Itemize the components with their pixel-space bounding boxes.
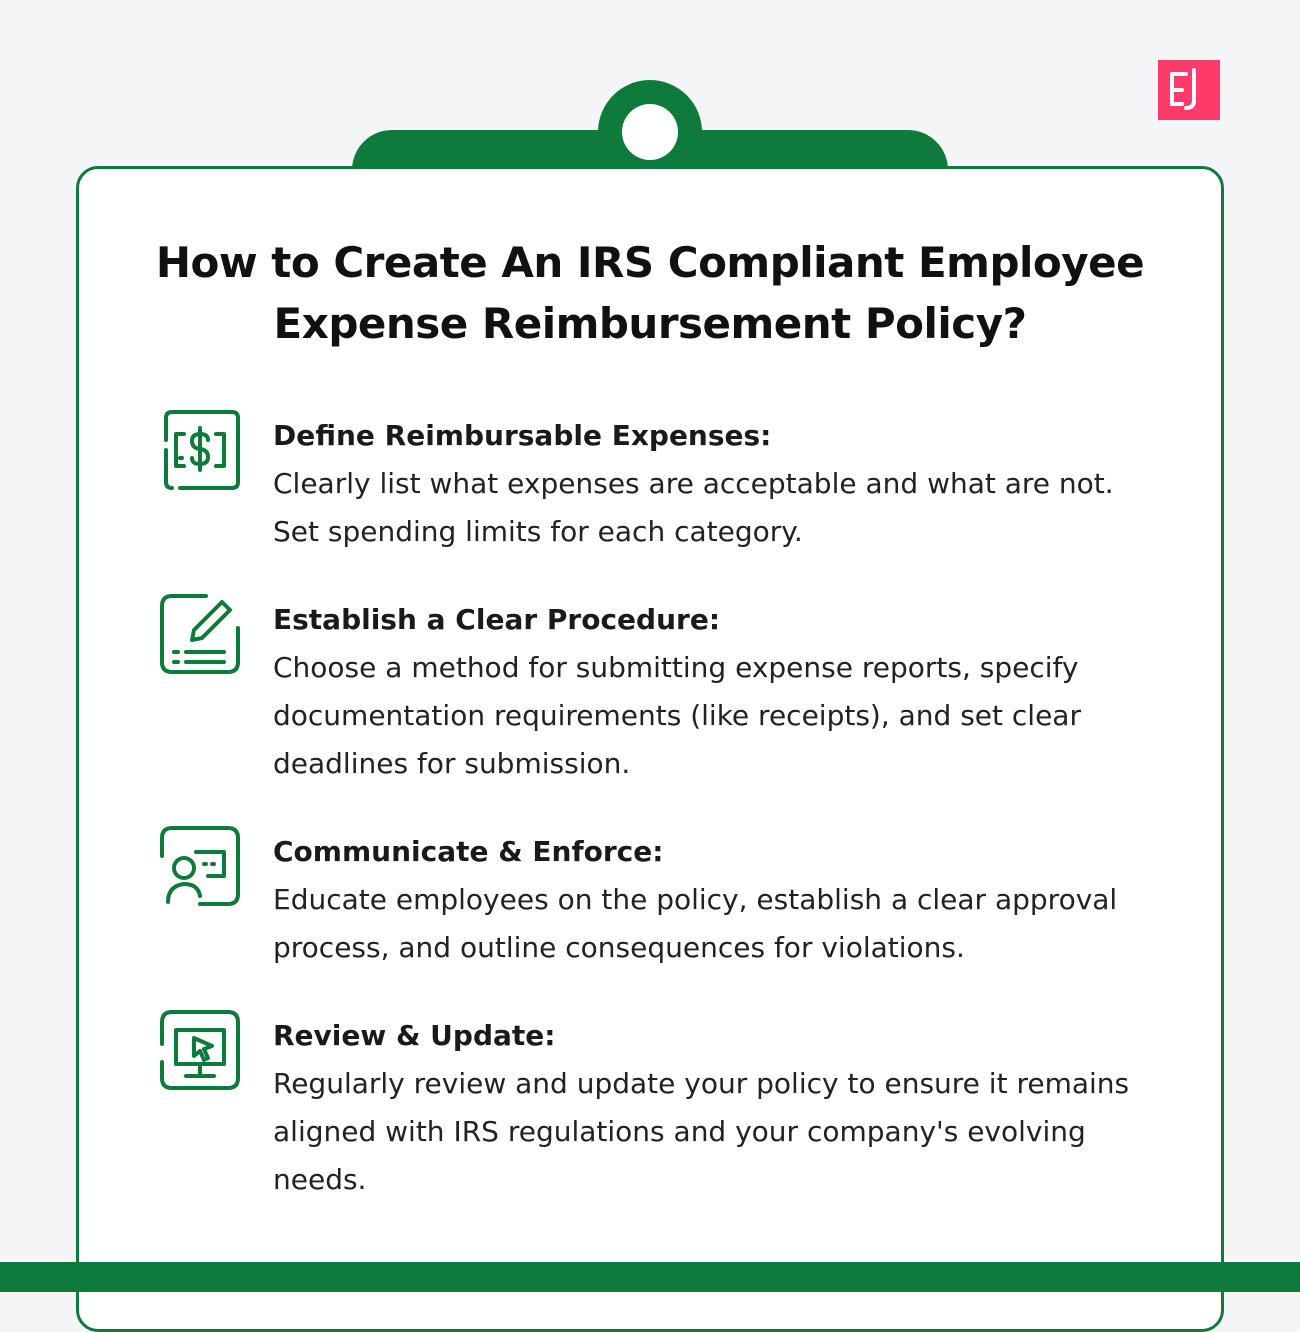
item-body: Choose a method for submitting expense reports, specify documentation requirements (like receipts), and set clear deadlines for submission.	[273, 651, 1081, 780]
list-item	[273, 1012, 1153, 1204]
presentation-user-icon	[160, 826, 240, 906]
item-heading: Review & Update:	[273, 1019, 556, 1052]
clipboard-hole	[622, 104, 678, 160]
item-heading: Communicate & Enforce:	[273, 835, 664, 868]
item-body: Regularly review and update your policy to ensure it remains aligned with IRS regulations and your company's evolving needs.	[273, 1067, 1130, 1196]
item-heading: Establish a Clear Procedure:	[273, 603, 721, 636]
title-line-2: Expense Reimbursement Policy?	[273, 299, 1027, 348]
bottom-bar	[0, 1262, 1300, 1292]
item-body: Clearly list what expenses are acceptable and what are not. Set spending limits for each category.	[273, 467, 1114, 548]
brand-logo	[1158, 60, 1220, 120]
money-bill-icon	[160, 410, 240, 490]
page-title	[0, 232, 1300, 354]
title-line-1: How to Create An IRS Compliant Employee	[155, 238, 1145, 287]
document-pen-icon	[160, 594, 240, 674]
item-body: Educate employees on the policy, establish a clear approval process, and outline consequences for violations.	[273, 883, 1118, 964]
list-item	[273, 596, 1153, 788]
monitor-cursor-icon	[160, 1010, 240, 1090]
item-heading: Define Reimbursable Expenses:	[273, 419, 772, 452]
list-item	[273, 828, 1153, 972]
list-item	[273, 412, 1153, 556]
